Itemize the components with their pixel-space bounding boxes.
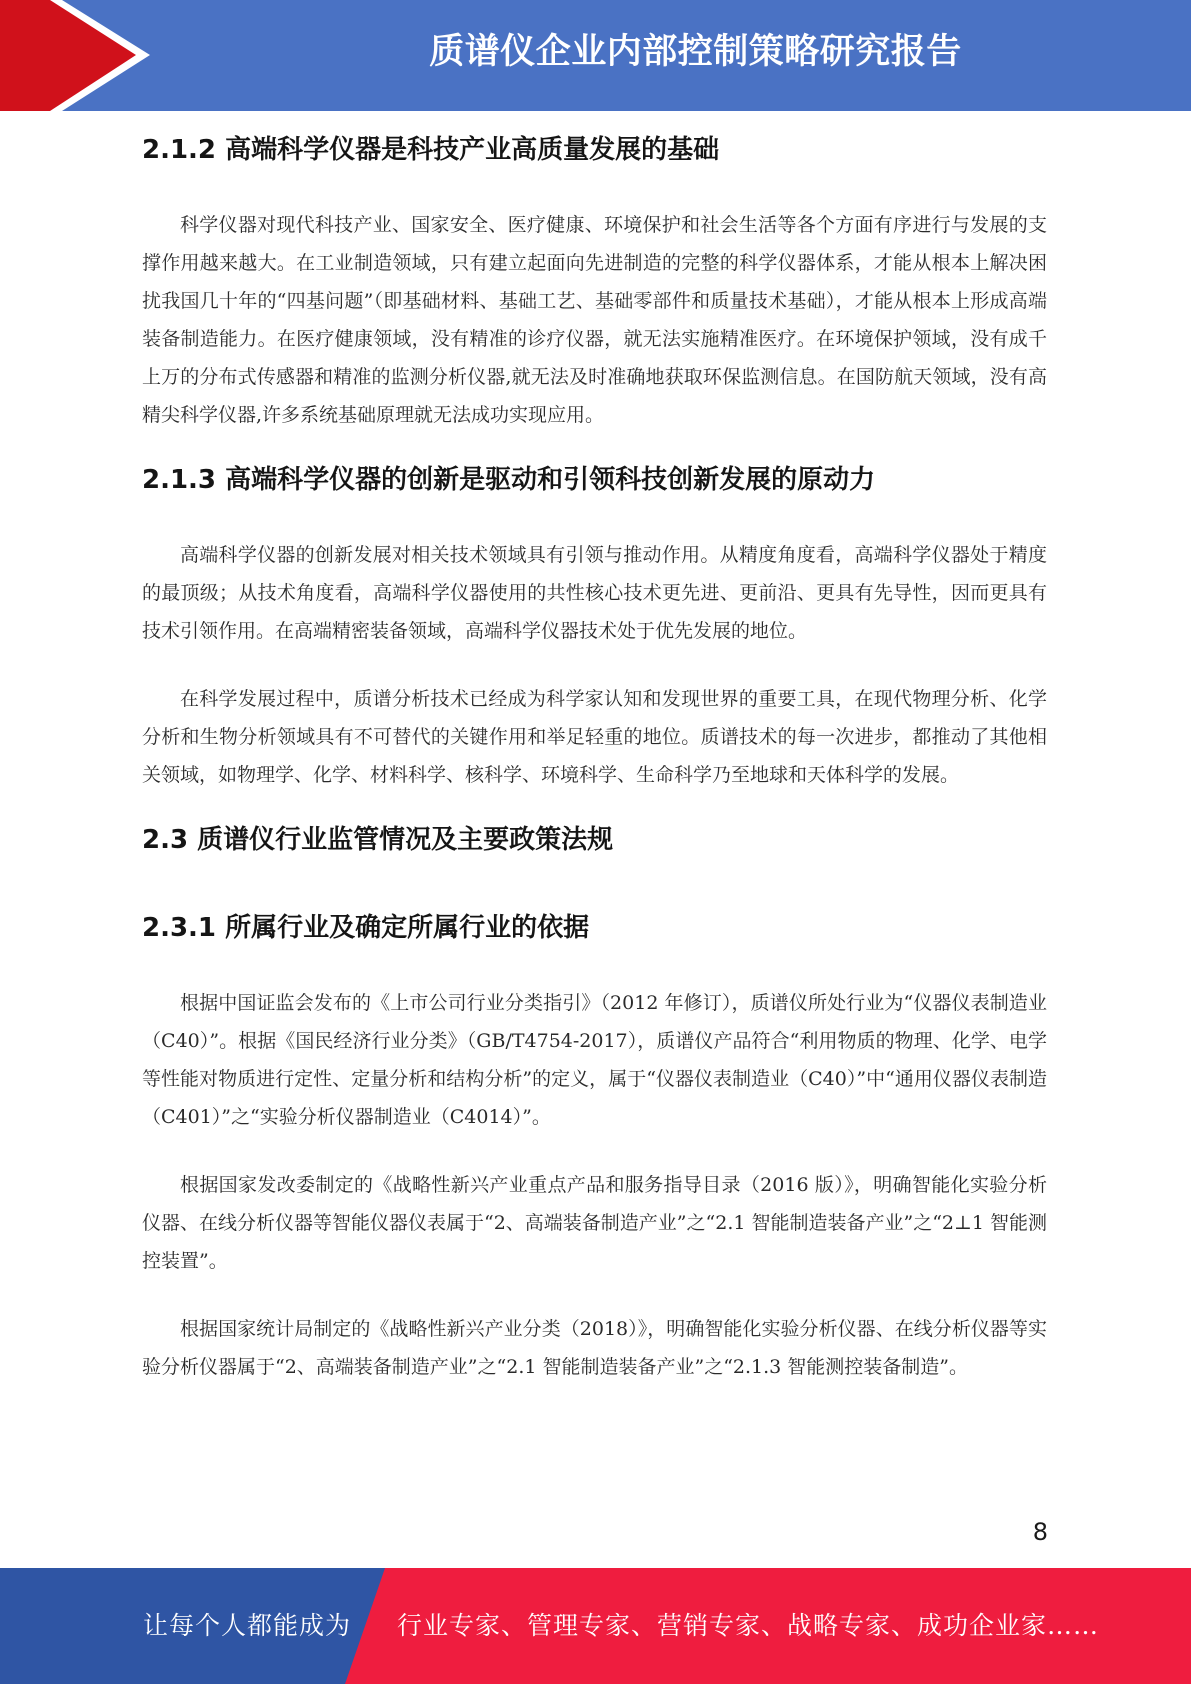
paragraph: 根据国家统计局制定的《战略性新兴产业分类（2018）》，明确智能化实验分析仪器、在线分析仪器等实验分析仪器属于“2、高端装备制造产业”之“2.1 智能制造装备产业”之“2.1.3 智能测控装备制造”。 bbox=[142, 1318, 1047, 1378]
paragraph: 根据国家发改委制定的《战略性新兴产业重点产品和服务指导目录（2016 版）》，明确智能化实验分析仪器、在线分析仪器等智能仪器仪表属于“2、高端装备制造产业”之“2.1 智能制造装备产业”之“2⊥1 智能测控装置”。 bbox=[142, 1174, 1047, 1272]
section-heading: 2.3 质谱仪行业监管情况及主要政策法规 bbox=[142, 825, 614, 855]
footer-slogan-right: 行业专家、管理专家、营销专家、战略专家、成功企业家…… bbox=[397, 1611, 1100, 1640]
page-content bbox=[142, 118, 1047, 1386]
header-banner bbox=[0, 0, 1191, 111]
paragraph: 高端科学仪器的创新发展对相关技术领域具有引领与推动作用。从精度角度看，高端科学仪器处于精度的最顶级；从技术角度看，高端科学仪器使用的共性核心技术更先进、更前沿、更具有先导性，因而更具有技术引领作用。在高端精密装备领域，高端科学仪器技术处于优先发展的地位。 bbox=[142, 544, 1047, 642]
header-chevron-logo bbox=[0, 0, 160, 111]
section-heading: 2.1.2 高端科学仪器是科技产业高质量发展的基础 bbox=[142, 135, 720, 165]
section-heading: 2.3.1 所属行业及确定所属行业的依据 bbox=[142, 913, 590, 943]
footer-slogan-left: 让每个人都能成为 bbox=[143, 1611, 352, 1640]
paragraph: 根据中国证监会发布的《上市公司行业分类指引》（2012 年修订），质谱仪所处行业为“仪器仪表制造业（C40）”。根据《国民经济行业分类》（GB/T4754-2017），质谱仪产品符合“利用物质的物理、化学、电学等性能对物质进行定性、定量分析和结构分析”的定义，属于“仪器仪表制造业（C40）”中“通用仪器仪表制造（C401）”之“实验分析仪器制造业（C4014）”。 bbox=[142, 992, 1047, 1128]
paragraph: 在科学发展过程中，质谱分析技术已经成为科学家认知和发现世界的重要工具，在现代物理分析、化学分析和生物分析领域具有不可替代的关键作用和举足轻重的地位。质谱技术的每一次进步，都推动了其他相关领域，如物理学、化学、材料科学、核科学、环境科学、生命科学乃至地球和天体科学的发展。 bbox=[142, 688, 1047, 786]
page-number: 8 bbox=[1032, 1518, 1048, 1546]
section-heading: 2.1.3 高端科学仪器的创新是驱动和引领科技创新发展的原动力 bbox=[142, 465, 876, 495]
report-title: 质谱仪企业内部控制策略研究报告 bbox=[429, 32, 962, 72]
paragraph: 科学仪器对现代科技产业、国家安全、医疗健康、环境保护和社会生活等各个方面有序进行与发展的支撑作用越来越大。在工业制造领域，只有建立起面向先进制造的完整的科学仪器体系，才能从根本上解决困扰我国几十年的“四基问题”（即基础材料、基础工艺、基础零部件和质量技术基础），才能从根本上形成高端装备制造能力。在医疗健康领域，没有精准的诊疗仪器，就无法实施精准医疗。在环境保护领域，没有成千上万的分布式传感器和精准的监测分析仪器,就无法及时准确地获取环保监测信息。在国防航天领域，没有高精尖科学仪器,许多系统基础原理就无法成功实现应用。 bbox=[142, 214, 1047, 426]
footer-banner bbox=[0, 1568, 1191, 1684]
